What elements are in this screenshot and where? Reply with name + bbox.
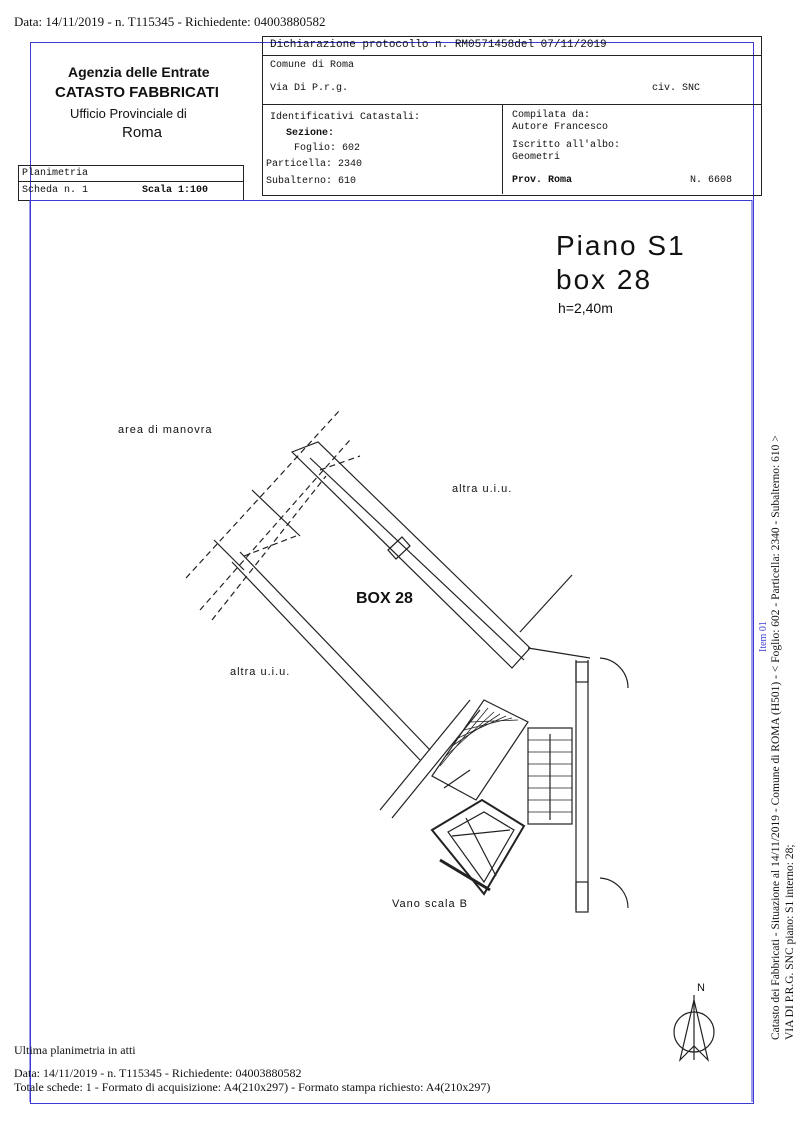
- footer-date-line: Data: 14/11/2019 - n. T115345 - Richiedente: 04003880582: [14, 1066, 302, 1080]
- compilata-label: Compilata da:: [512, 110, 591, 121]
- protocol-line: Dichiarazione protocollo n. RM0571458del 07/11/2019: [270, 39, 607, 51]
- sezione-line: Sezione:: [286, 128, 335, 139]
- prov-value: Prov. Roma: [512, 175, 573, 186]
- particella-line: Particella: 2340: [266, 159, 363, 170]
- header-request-line: Data: 14/11/2019 - n. T115345 - Richiedente: 04003880582: [14, 14, 326, 29]
- altra-uiu-left-label: altra u.i.u.: [230, 666, 291, 678]
- ufficio-label: Ufficio Provinciale di: [70, 106, 187, 121]
- vano-scala-label: Vano scala B: [392, 898, 469, 910]
- identificativi-title: Identificativi Catastali:: [270, 112, 421, 123]
- area-manovra-label: area di manovra: [118, 424, 213, 436]
- plan-title-floor: Piano S1: [556, 230, 686, 261]
- civico-line: civ. SNC: [652, 83, 701, 94]
- iscritto-label: Iscritto all'albo:: [512, 140, 621, 151]
- plan-height: h=2,40m: [558, 300, 613, 316]
- side-address-line: VIA DI P.R.G. SNC piano: S1 interno: 28;: [784, 844, 796, 1040]
- box-label: BOX 28: [356, 590, 413, 607]
- via-line: Via Di P.r.g.: [270, 83, 349, 94]
- plan-title-box: box 28: [556, 264, 653, 295]
- box-wall-top: [292, 442, 530, 668]
- ultima-planimetria: Ultima planimetria in atti: [14, 1043, 136, 1057]
- planimetria-label: Planimetria: [22, 168, 89, 179]
- north-label: N: [697, 982, 705, 994]
- comune-line: Comune di Roma: [270, 60, 355, 71]
- albo-value: Geometri: [512, 152, 561, 163]
- altra-uiu-top-label: altra u.i.u.: [452, 483, 513, 495]
- agency-name: Agenzia delle Entrate: [68, 64, 210, 80]
- box-wall-bottom: [240, 552, 430, 750]
- catasto-title: CATASTO FABBRICATI: [55, 84, 219, 101]
- side-catasto-line: Catasto dei Fabbricati - Situazione al 14/11/2019 - Comune di ROMA (H501) - < Foglio: 602 - Particella: 2340 - Subalterno: 610 >: [770, 435, 782, 1040]
- scala-label: Scala 1:100: [142, 185, 209, 196]
- compiler-name: Autore Francesco: [512, 122, 609, 133]
- albo-number: N. 6608: [690, 175, 733, 186]
- ufficio-city: Roma: [122, 124, 163, 141]
- footer-totale-line: Totale schede: 1 - Formato di acquisizione: A4(210x297) - Formato stampa richiesto: A4(210x297): [14, 1080, 491, 1094]
- scheda-label: Scheda n. 1: [22, 185, 89, 196]
- foglio-line: Foglio: 602: [294, 143, 361, 154]
- subalterno-line: Subalterno: 610: [266, 176, 357, 187]
- side-stamp: Item 01: [758, 621, 769, 652]
